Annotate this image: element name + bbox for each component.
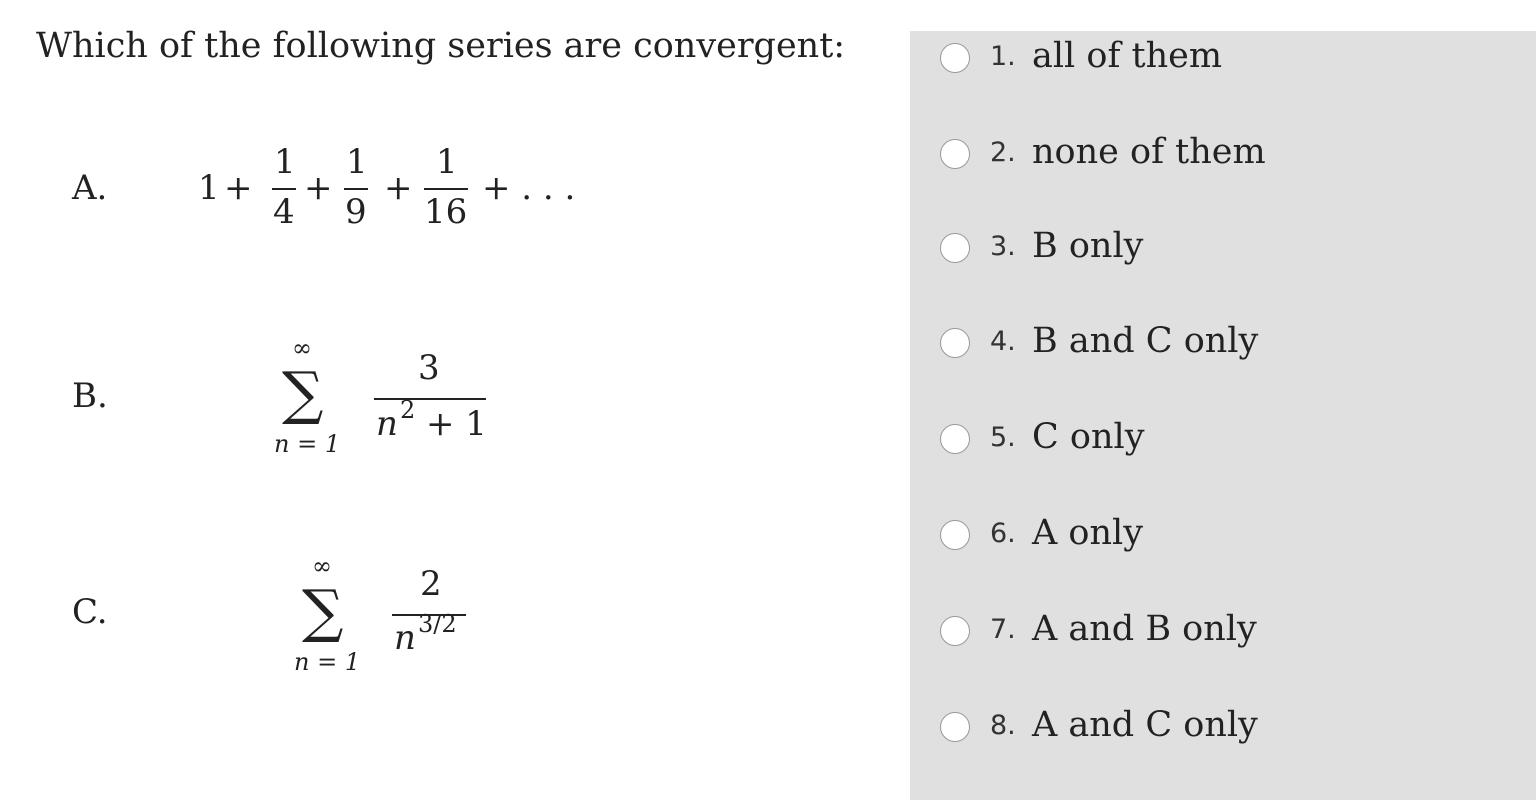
series-b-den-rest: + 1 [426,404,487,444]
series-c-numerator: 2 [420,564,442,604]
answer-option-7[interactable] [940,609,1500,652]
series-a-formula [198,140,578,240]
option-number: 7. [990,614,1016,645]
option-number: 4. [990,326,1016,357]
radio-button[interactable] [940,233,970,263]
item-b-label: B. [72,376,108,416]
series-b-den-base: n [376,404,398,444]
radio-button[interactable] [940,712,970,742]
answer-option-3[interactable] [940,226,1500,269]
radio-button[interactable] [940,616,970,646]
answer-option-5[interactable] [940,417,1500,460]
option-text: all of them [1032,36,1223,76]
series-c-sigma: ∑ [302,577,344,645]
series-a-term-1-numerator: 1 [274,142,296,182]
option-text: A and C only [1032,705,1258,745]
option-number: 6. [990,518,1016,549]
option-number: 2. [990,137,1016,168]
option-text: B only [1032,226,1144,266]
series-b-upper-limit: ∞ [292,334,312,362]
series-a-term-1-bar [272,188,296,190]
series-b-fraction-bar [374,398,486,400]
series-a-plus-1: + [224,168,253,208]
option-number: 8. [990,710,1016,741]
radio-button[interactable] [940,43,970,73]
radio-button[interactable] [940,520,970,550]
series-b-sigma: ∑ [282,359,324,427]
series-c-lower-limit: n = 1 [294,648,361,676]
series-c-den-base: n [394,618,416,658]
option-number: 5. [990,422,1016,453]
item-c-label: C. [72,592,108,632]
option-text: A only [1032,513,1143,553]
answer-option-1[interactable] [940,36,1500,79]
series-c-den-exponent: 3/2 [418,610,457,638]
series-a-term-3-denominator: 16 [424,192,468,232]
radio-button[interactable] [940,424,970,454]
series-a-term-3-numerator: 1 [436,142,458,182]
option-text: B and C only [1032,321,1259,361]
answer-panel [910,31,1536,800]
item-a-label: A. [72,168,108,208]
answer-option-8[interactable] [940,705,1500,748]
series-b-numerator: 3 [418,348,440,388]
series-b-formula [268,334,508,469]
series-a-tail: + . . . [482,168,576,208]
answer-option-4[interactable] [940,321,1500,364]
option-number: 3. [990,231,1016,262]
radio-button[interactable] [940,139,970,169]
option-text: A and B only [1032,609,1257,649]
option-number: 1. [990,41,1016,72]
series-a-term-2-denominator: 9 [345,192,367,232]
series-a-term-2-bar [344,188,368,190]
option-text: none of them [1032,132,1266,172]
radio-button[interactable] [940,328,970,358]
series-a-term-3-bar [424,188,468,190]
answer-option-2[interactable] [940,132,1500,175]
option-text: C only [1032,417,1145,457]
series-a-plus-2: + [304,168,333,208]
series-a-lead: 1 [198,168,220,208]
series-b-den-exponent: 2 [400,396,416,424]
series-c-upper-limit: ∞ [312,552,332,580]
question-prompt: Which of the following series are convergent: [36,26,846,66]
series-a-term-2-numerator: 1 [346,142,368,182]
answer-option-6[interactable] [940,513,1500,556]
series-a-plus-3: + [384,168,413,208]
series-a-term-1-denominator: 4 [273,192,295,232]
series-b-lower-limit: n = 1 [274,430,341,458]
series-c-formula [288,552,508,687]
